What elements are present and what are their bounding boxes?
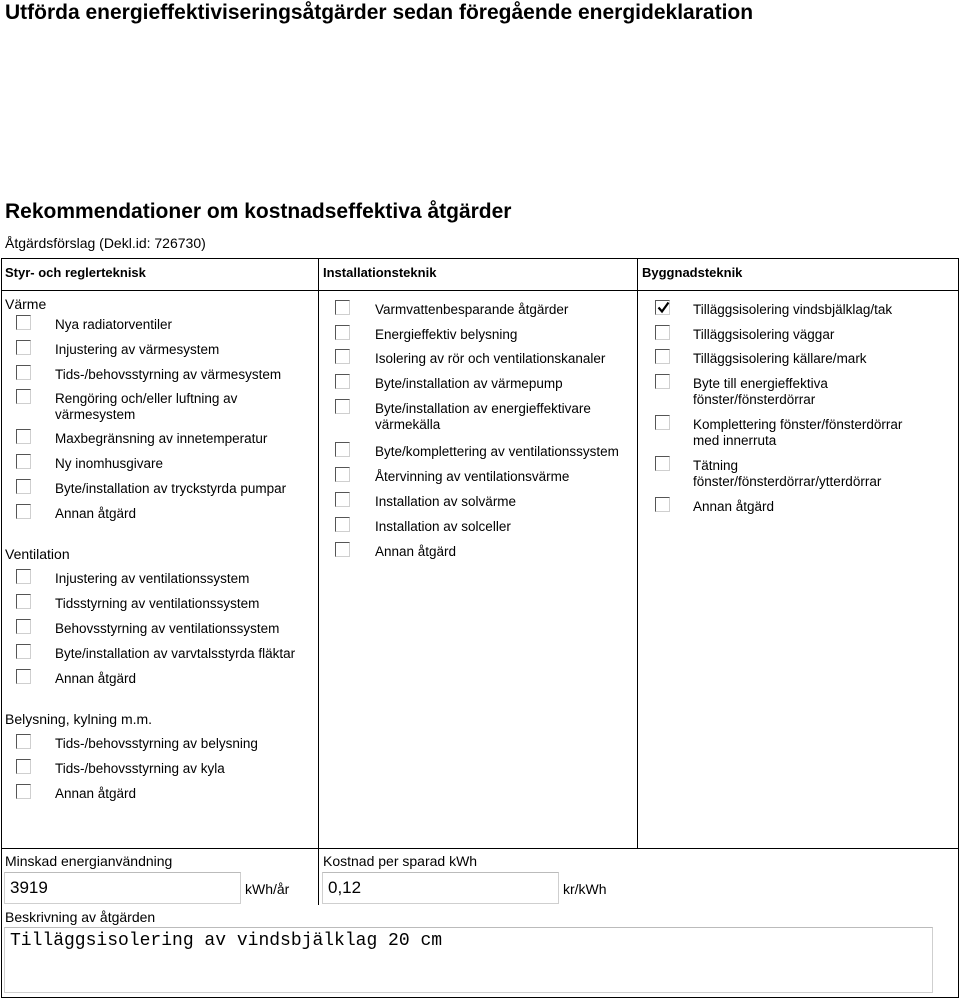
checkbox-label: Annan åtgärd bbox=[375, 544, 457, 559]
checkbox-label: Komplettering fönster/fönsterdörrar med innerruta bbox=[693, 417, 903, 448]
checkbox[interactable] bbox=[655, 349, 670, 364]
checkbox-label: Byte till energieffektiva fönster/fönsterdörrar bbox=[693, 376, 828, 407]
checkbox-label: Maxbegränsning av innetemperatur bbox=[55, 431, 268, 446]
description-label: Beskrivning av åtgärden bbox=[5, 909, 156, 925]
checkbox[interactable] bbox=[335, 374, 350, 389]
checkbox-label: Tilläggsisolering väggar bbox=[693, 327, 835, 342]
checkbox-label: Byte/komplettering av ventilationssystem bbox=[375, 444, 619, 459]
checkbox[interactable] bbox=[16, 504, 31, 519]
checkbox-label: Tilläggsisolering vindsbjälklag/tak bbox=[693, 302, 893, 317]
checkbox-label: Byte/installation av energieffektivare värmekälla bbox=[375, 401, 591, 432]
column-header-building: Byggnadsteknik bbox=[642, 265, 743, 280]
checkbox-label: Annan åtgärd bbox=[55, 506, 137, 521]
checkbox-label: Annan åtgärd bbox=[693, 499, 775, 514]
energy-unit: kWh/år bbox=[245, 881, 290, 897]
heading-performed-measures: Utförda energieffektiviseringsåtgärder sedan föregående energideklaration bbox=[5, 1, 754, 24]
energy-reduction-value: 3919 bbox=[10, 878, 48, 897]
checkbox[interactable] bbox=[335, 517, 350, 532]
checkbox-label: Byte/installation av varvtalsstyrda fläktar bbox=[55, 646, 296, 661]
group-label-lighting-cooling: Belysning, kylning m.m. bbox=[5, 711, 153, 727]
checkbox-label: Ny inomhusgivare bbox=[55, 456, 164, 471]
checkbox-label: Nya radiatorventiler bbox=[55, 317, 173, 332]
checkbox-label: Tids-/behovsstyrning av kyla bbox=[55, 761, 225, 776]
checkbox-label: Varmvattenbesparande åtgärder bbox=[375, 302, 569, 317]
checkbox-label: Rengöring och/eller luftning av värmesystem bbox=[55, 391, 238, 422]
checkbox[interactable] bbox=[16, 594, 31, 609]
cost-unit: kr/kWh bbox=[563, 881, 607, 897]
checkbox-label: Injustering av ventilationssystem bbox=[55, 571, 250, 586]
checkbox[interactable] bbox=[16, 669, 31, 684]
checkbox-label: Isolering av rör och ventilationskanaler bbox=[375, 351, 606, 366]
checkbox[interactable] bbox=[655, 456, 670, 471]
proposal-id: Åtgärdsförslag (Dekl.id: 726730) bbox=[5, 235, 206, 251]
cost-per-kwh-value: 0,12 bbox=[328, 878, 362, 897]
checkbox-label: Byte/installation av tryckstyrda pumpar bbox=[55, 481, 287, 496]
checkbox[interactable] bbox=[16, 389, 31, 404]
checkbox[interactable] bbox=[16, 454, 31, 469]
checkbox[interactable] bbox=[335, 492, 350, 507]
checkbox-label: Behovsstyrning av ventilationssystem bbox=[55, 621, 280, 636]
checkbox[interactable] bbox=[335, 442, 350, 457]
checkbox-label: Tids-/behovsstyrning av värmesystem bbox=[55, 367, 282, 382]
checkbox-label: Tids-/behovsstyrning av belysning bbox=[55, 736, 258, 751]
checkbox[interactable] bbox=[335, 542, 350, 557]
checkbox[interactable] bbox=[655, 497, 670, 512]
column-header-installation: Installationsteknik bbox=[323, 265, 437, 280]
checkbox[interactable] bbox=[655, 415, 670, 430]
checkbox[interactable] bbox=[16, 365, 31, 380]
checkbox-label: Återvinning av ventilationsvärme bbox=[375, 469, 570, 484]
checkbox[interactable] bbox=[16, 784, 31, 799]
checkbox[interactable] bbox=[655, 374, 670, 389]
checkbox[interactable] bbox=[16, 429, 31, 444]
group-label-ventilation: Ventilation bbox=[5, 546, 70, 562]
checkbox[interactable] bbox=[335, 325, 350, 340]
checkbox-label: Tätning fönster/fönsterdörrar/ytterdörrar bbox=[693, 458, 882, 489]
checkbox-label: Byte/installation av värmepump bbox=[375, 376, 563, 391]
checkmark-icon bbox=[657, 301, 670, 314]
energy-reduction-label: Minskad energianvändning bbox=[5, 853, 173, 869]
checkbox[interactable] bbox=[335, 349, 350, 364]
checkbox-label: Tilläggsisolering källare/mark bbox=[693, 351, 867, 366]
description-value: Tilläggsisolering av vindsbjälklag 20 cm bbox=[10, 931, 443, 951]
checkbox-label: Tidsstyrning av ventilationssystem bbox=[55, 596, 260, 611]
checkbox[interactable] bbox=[655, 300, 670, 315]
checkbox[interactable] bbox=[16, 340, 31, 355]
checkbox[interactable] bbox=[335, 467, 350, 482]
checkbox[interactable] bbox=[16, 759, 31, 774]
checkbox[interactable] bbox=[16, 315, 31, 330]
cost-per-kwh-field[interactable] bbox=[322, 872, 559, 904]
checkbox[interactable] bbox=[16, 644, 31, 659]
heading-recommendations: Rekommendationer om kostnadseffektiva åtgärder bbox=[5, 200, 512, 223]
checkbox[interactable] bbox=[655, 325, 670, 340]
group-label-heating: Värme bbox=[5, 296, 47, 312]
column-header-control: Styr- och reglerteknisk bbox=[5, 265, 146, 280]
checkbox[interactable] bbox=[16, 734, 31, 749]
checkbox[interactable] bbox=[16, 619, 31, 634]
checkbox-label: Annan åtgärd bbox=[55, 786, 137, 801]
checkbox-label: Injustering av värmesystem bbox=[55, 342, 220, 357]
checkbox[interactable] bbox=[16, 569, 31, 584]
cost-per-kwh-label: Kostnad per sparad kWh bbox=[323, 853, 478, 869]
energy-reduction-field[interactable] bbox=[4, 872, 241, 904]
checkbox-label: Energieffektiv belysning bbox=[375, 327, 518, 342]
checkbox[interactable] bbox=[335, 399, 350, 414]
checkbox[interactable] bbox=[335, 300, 350, 315]
checkbox-label: Annan åtgärd bbox=[55, 671, 137, 686]
description-field[interactable] bbox=[4, 927, 933, 993]
checkbox[interactable] bbox=[16, 479, 31, 494]
checkbox-label: Installation av solvärme bbox=[375, 494, 517, 509]
checkbox-label: Installation av solceller bbox=[375, 519, 511, 534]
